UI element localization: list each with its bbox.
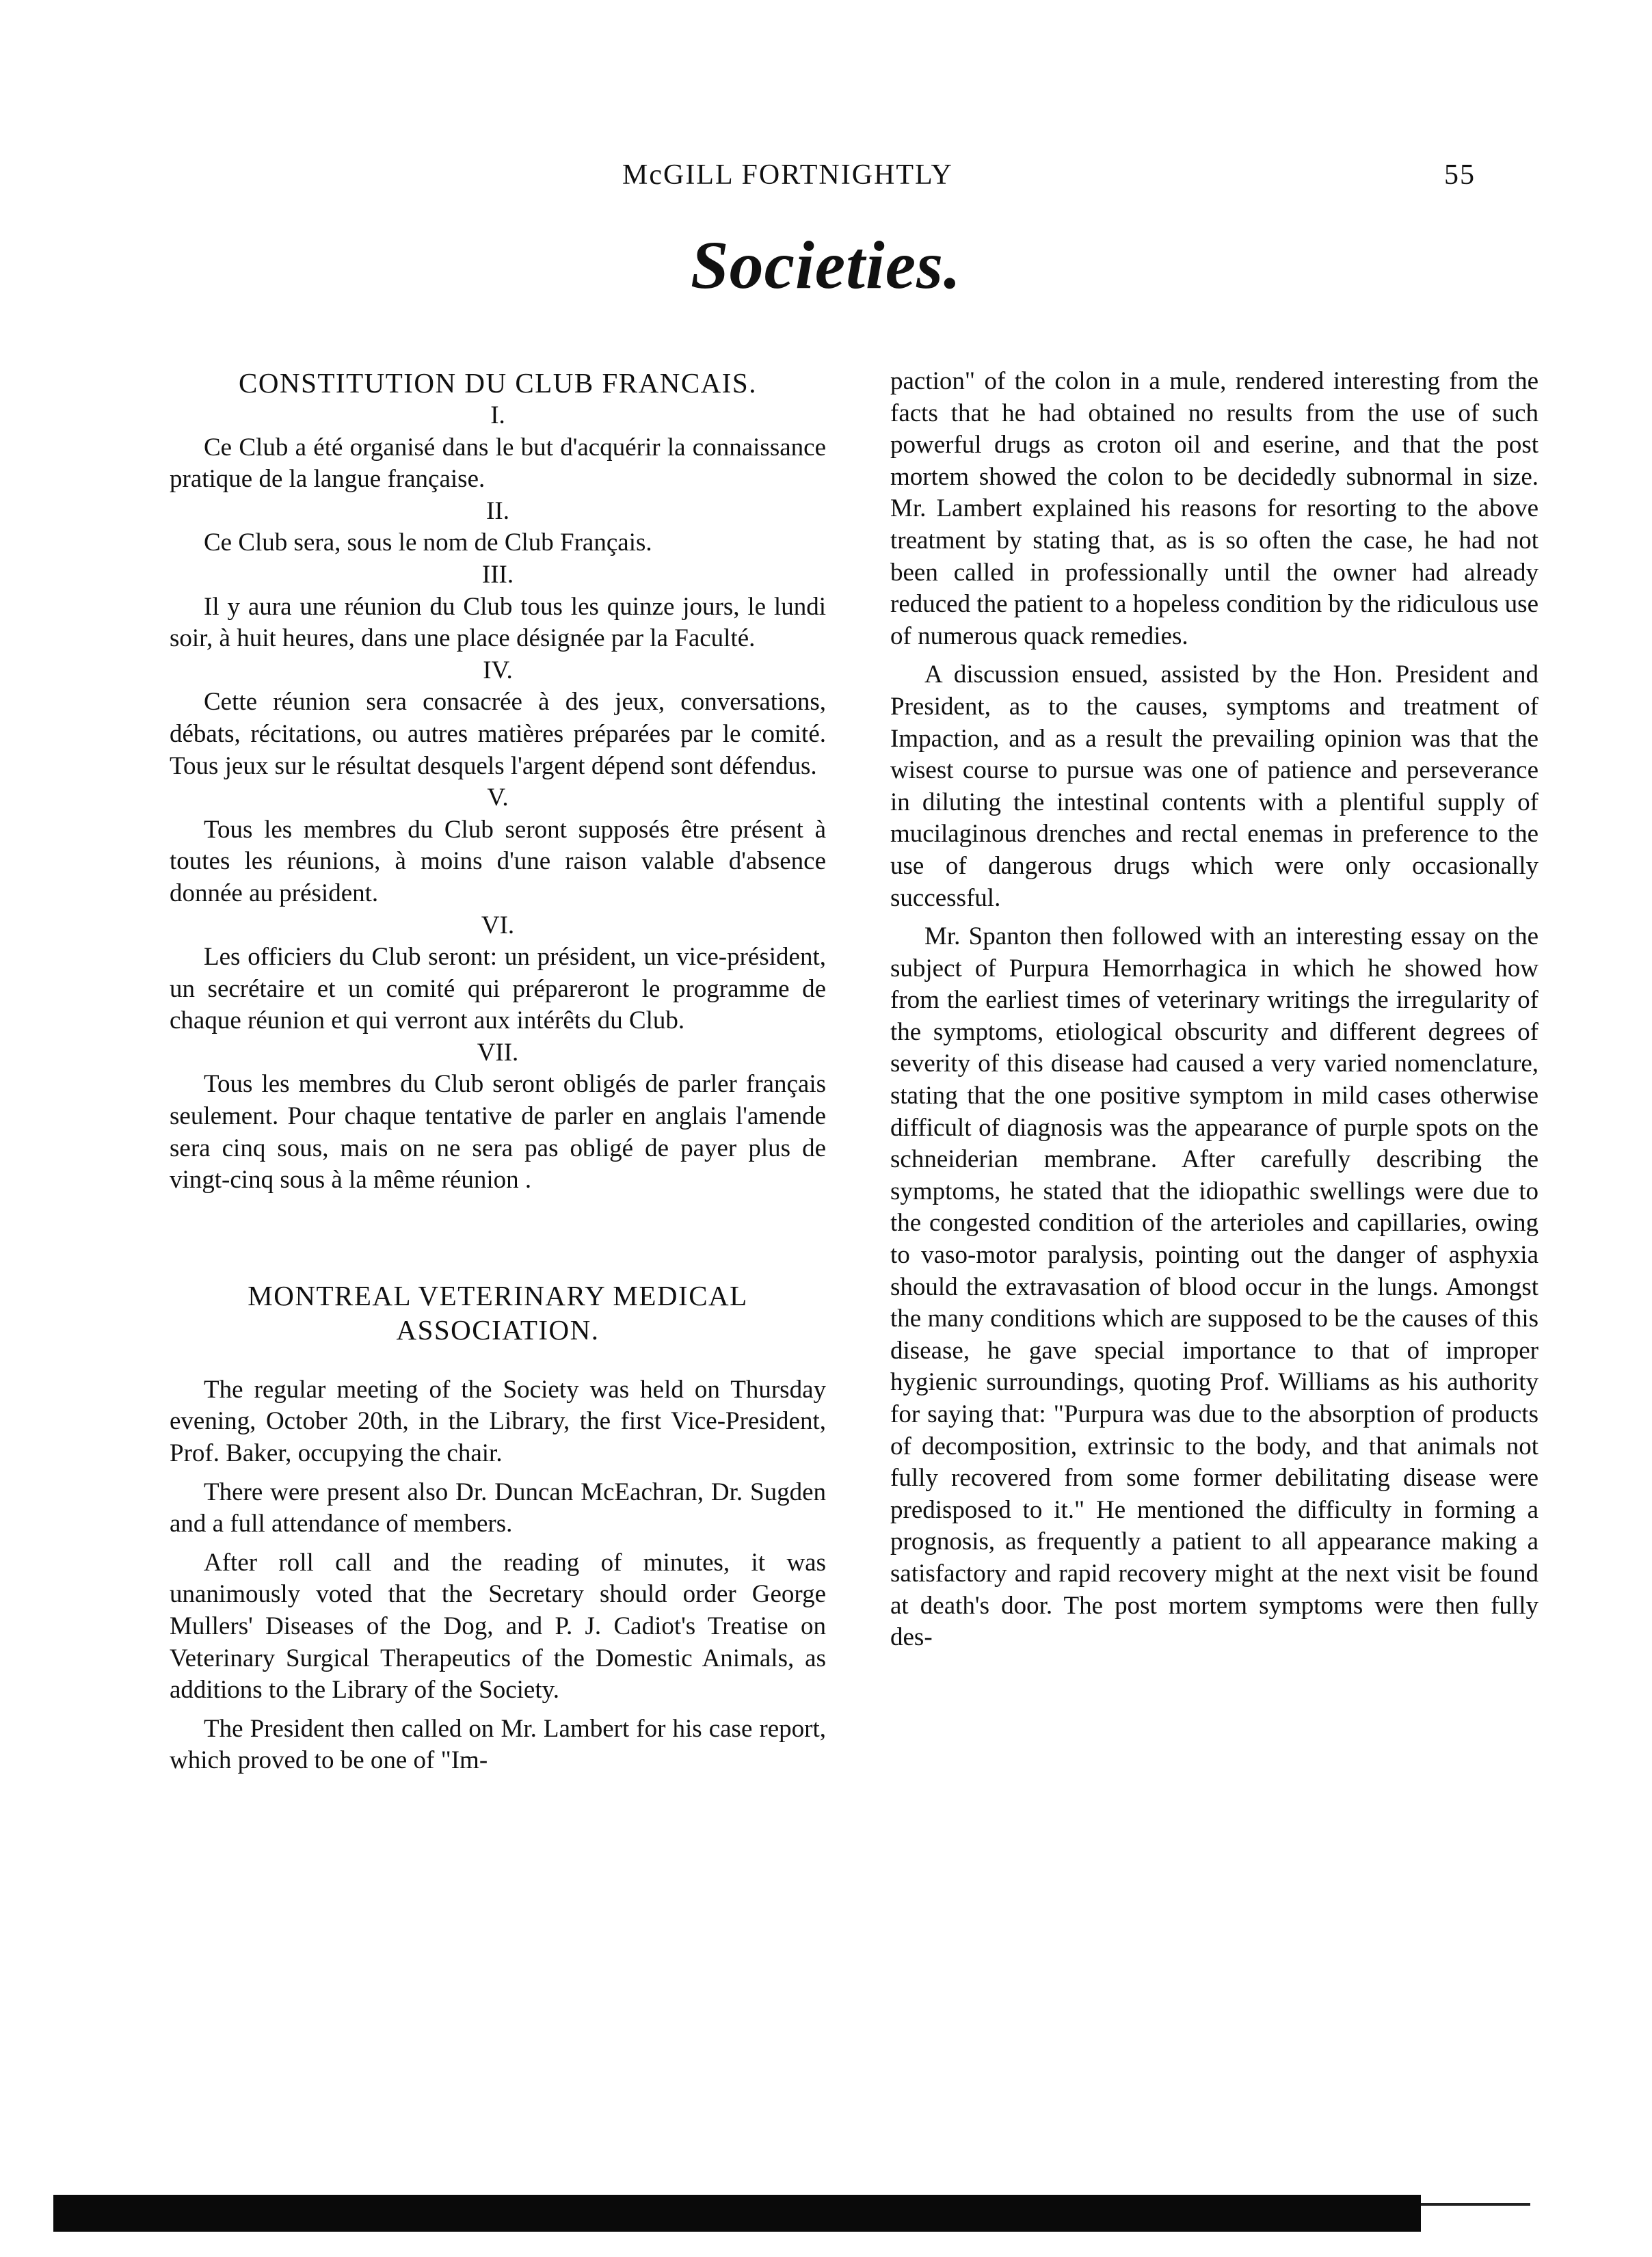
paragraph: The regular meeting of the Society was held on Thursday evening, October 20th, in the Library, the first Vice-President, Prof. Baker, occupying the chair. (170, 1375, 826, 1468)
article-text: Ce Club a été organisé dans le but d'acquérir la connaissance pratique de la langue française. (170, 433, 826, 494)
article-numeral: VI. (481, 911, 515, 939)
club-francais-heading: CONSTITUTION DU CLUB FRANCAIS. (239, 367, 757, 399)
article-numeral: III. (481, 560, 514, 589)
page-bottom-rule-thin (1421, 2203, 1530, 2206)
heading-gap (170, 1347, 826, 1374)
paragraph: The President then called on Mr. Lambert for his case report, which proved to be one of "Im- (170, 1714, 826, 1775)
article-text: Tous les membres du Club seront obligés de parler français seulement. Pour chaque tentative de parler en anglais l'amende sera cinq sous, mais on ne sera pas obligé de payer plus de vingt-cinq sous à la même réunion . (170, 1070, 826, 1194)
article-text: Tous les membres du Club seront supposés être présent à toutes les réunions, à moins d'une raison valable d'absence donnée au président. (170, 815, 826, 907)
paragraph-continued: paction" of the colon in a mule, rendered interesting from the facts that he had obtained no results from the use of such powerful drugs as croton oil and eserine, and that the post mortem showed the colon to be decidedly subnormal in size. Mr. Lambert explained his reasons for resorting to the above treatment by stating that, as is so often the case, he had not been called in professionally until the owner had already reduced the patient to a hopeless condition by the ridiculous use of numerous quack remedies. (890, 367, 1538, 650)
left-column (170, 366, 826, 1777)
article-numeral: IV. (483, 656, 513, 684)
paragraph: After roll call and the reading of minutes, it was unanimously voted that the Secretary should order George Mullers' Diseases of the Dog, and P. J. Cadiot's Treatise on Veterinary Surgical Therapeutics of the Domestic Animals, as additions to the Library of the Society. (170, 1548, 826, 1705)
veterinary-heading-line1: MONTREAL VETERINARY MEDICAL (248, 1279, 748, 1311)
journal-title: McGILL FORTNIGHTLY (622, 159, 953, 191)
article-numeral: I. (490, 401, 505, 429)
right-column (890, 366, 1538, 1654)
article-numeral: II. (486, 496, 509, 525)
article-text: Ce Club sera, sous le nom de Club Français. (204, 529, 652, 557)
paragraph: Mr. Spanton then followed with an interesting essay on the subject of Purpura Hemorrhagica in which he showed how from the earliest times of veterinary writings the irregularity of the symptoms, etiological obscurity and different degrees of severity of this disease had caused a very varied nomenclature, stating that the one positive symptom in mild cases otherwise difficult of diagnosis was the appearance of purple spots on the schneiderian membrane. After carefully describing the symptoms, he stated that the idiopathic swellings were due to the congested condition of the arterioles and capillaries, owing to vaso-motor paralysis, pointing out the danger of asphyxia should the extravasation of blood occur in the lungs. Amongst the many conditions which are supposed to be the causes of this disease, he gave special importance to that of improper hygienic surroundings, quoting Prof. Williams as his authority for saying that: "Purpura was due to the absorption of products of decomposition, extrinsic to the body, and that animals not fully recovered from some former debilitating disease were predisposed to it." He mentioned the difficulty in forming a prognosis, as frequently a patient to all appearance making a satisfactory and rapid recovery might at the next visit be found at death's door. The post mortem symptoms were then fully des- (890, 922, 1538, 1652)
section-title: Societies. (690, 227, 962, 303)
section-gap (170, 1197, 826, 1279)
page-number: 55 (1444, 159, 1476, 191)
veterinary-heading-line2: ASSOCIATION. (396, 1313, 600, 1346)
paragraph: There were present also Dr. Duncan McEachran, Dr. Sugden and a full attendance of members. (170, 1478, 826, 1538)
article-text: Les officiers du Club seront: un président, un vice-président, un secrétaire et un comité qui prépareront le programme de chaque réunion et qui verront aux intérêts du Club. (170, 943, 826, 1035)
article-text: Il y aura une réunion du Club tous les quinze jours, le lundi soir, à huit heures, dans une place désignée par la Faculté. (170, 592, 826, 653)
article-text: Cette réunion sera consacrée à des jeux, conversations, débats, récitations, ou autres matières préparées par le comité. Tous jeux sur le résultat desquels l'argent dépend sont défendus. (170, 688, 826, 780)
page-bottom-rule (53, 2195, 1421, 2232)
paragraph: A discussion ensued, assisted by the Hon. President and President, as to the causes, symptoms and treatment of Impaction, and as a result the prevailing opinion was that the wisest course to pursue was one of patience and perseverance in diluting the intestinal contents with a plentiful supply of mucilaginous drenches and rectal enemas in preference to the use of dangerous drugs which were only occasionally successful. (890, 660, 1538, 912)
article-numeral: V. (487, 784, 509, 812)
article-numeral: VII. (477, 1038, 519, 1067)
